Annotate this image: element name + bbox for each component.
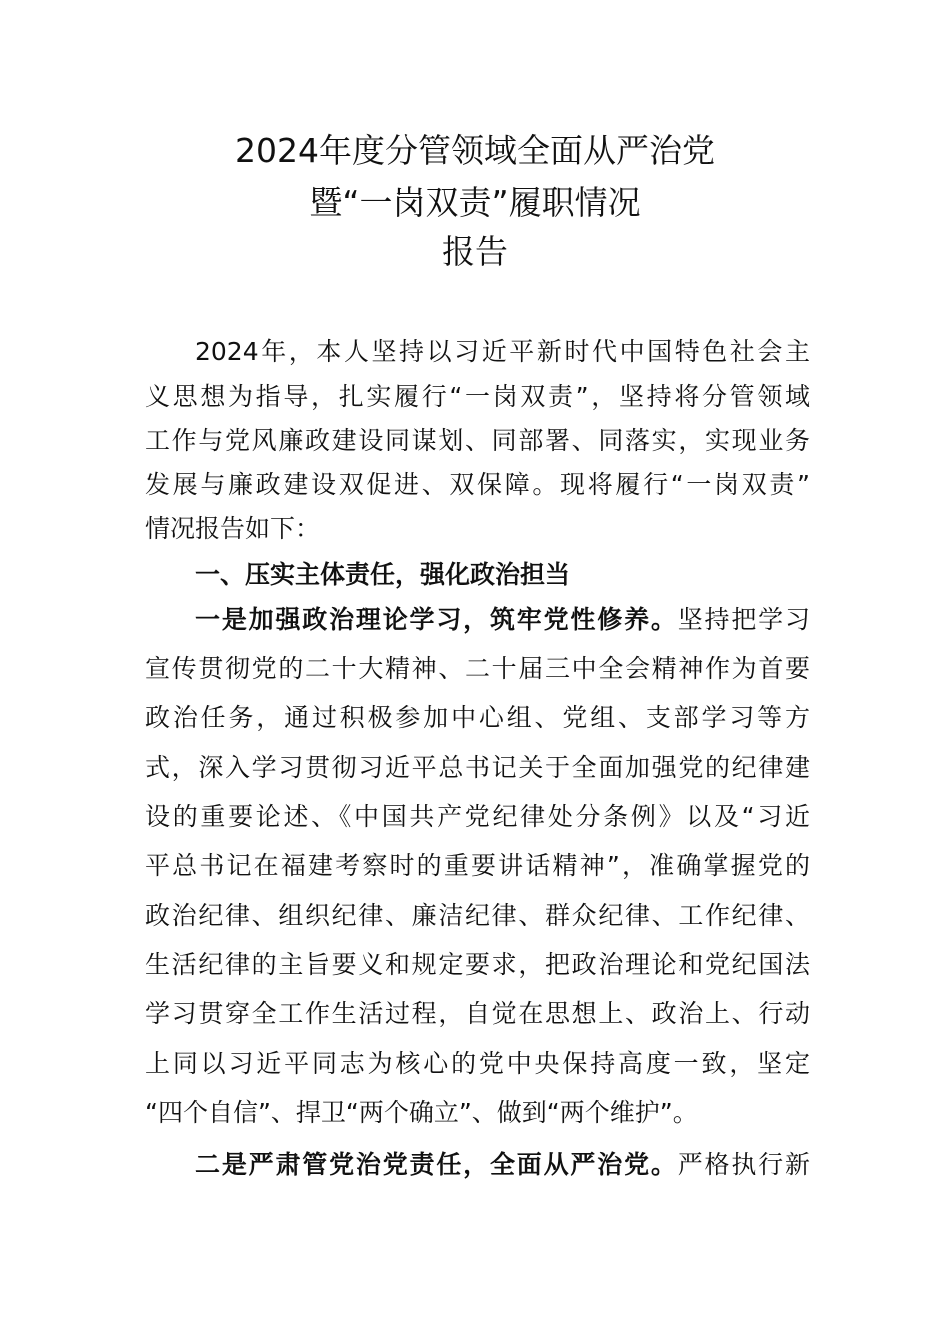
para2-line-1 — [195, 1148, 810, 1182]
intro-line-3: 工作与党风廉政建设同谋划、同部署、同落实，实现业务 — [145, 426, 810, 455]
document-title-line-3: 报告 — [442, 232, 508, 271]
intro-line-2: 义思想为指导，扎实履行“一岗双责”，坚持将分管领域 — [145, 382, 810, 411]
intro-line-1: 2024年，本人坚持以习近平新时代中国特色社会主 — [195, 337, 810, 366]
intro-line-5: 情况报告如下： — [145, 514, 321, 543]
para1-line-11: “四个自信”、捍卫“两个确立”、做到“两个维护”。 — [145, 1098, 698, 1127]
para2-lead: 二是严肃管党治党责任，全面从严治党。 — [195, 1150, 678, 1179]
para1-lead-rest: 坚持把学习 — [677, 605, 810, 634]
intro-line-4: 发展与廉政建设双促进、双保障。现将履行“一岗双责” — [145, 470, 810, 499]
para1-line-5: 设的重要论述、《中国共产党纪律处分条例》以及“习近 — [145, 802, 810, 831]
para1-line-1 — [195, 603, 810, 637]
document-title-line-2: 暨“一岗双责”履职情况 — [309, 183, 641, 222]
para1-line-4: 式，深入学习贯彻习近平总书记关于全面加强党的纪律建 — [145, 753, 810, 782]
para1-line-6: 平总书记在福建考察时的重要讲话精神”，准确掌握党的 — [145, 851, 810, 880]
para1-line-10: 上同以习近平同志为核心的党中央保持高度一致，坚定 — [145, 1049, 810, 1078]
para1-line-8: 生活纪律的主旨要义和规定要求，把政治理论和党纪国法 — [145, 950, 810, 979]
para1-line-9: 学习贯穿全工作生活过程，自觉在思想上、政治上、行动 — [145, 999, 810, 1028]
document-title-line-1: 2024年度分管领域全面从严治党 — [235, 131, 715, 170]
para2-lead-rest: 严格执行新 — [677, 1150, 810, 1179]
para1-line-2: 宣传贯彻党的二十大精神、二十届三中全会精神作为首要 — [145, 654, 810, 683]
para1-lead: 一是加强政治理论学习，筑牢党性修养。 — [195, 605, 678, 634]
para1-line-3: 政治任务，通过积极参加中心组、党组、支部学习等方 — [145, 703, 810, 732]
section-heading-1: 一、压实主体责任，强化政治担当 — [195, 560, 571, 589]
para1-line-7: 政治纪律、组织纪律、廉洁纪律、群众纪律、工作纪律、 — [145, 901, 810, 930]
